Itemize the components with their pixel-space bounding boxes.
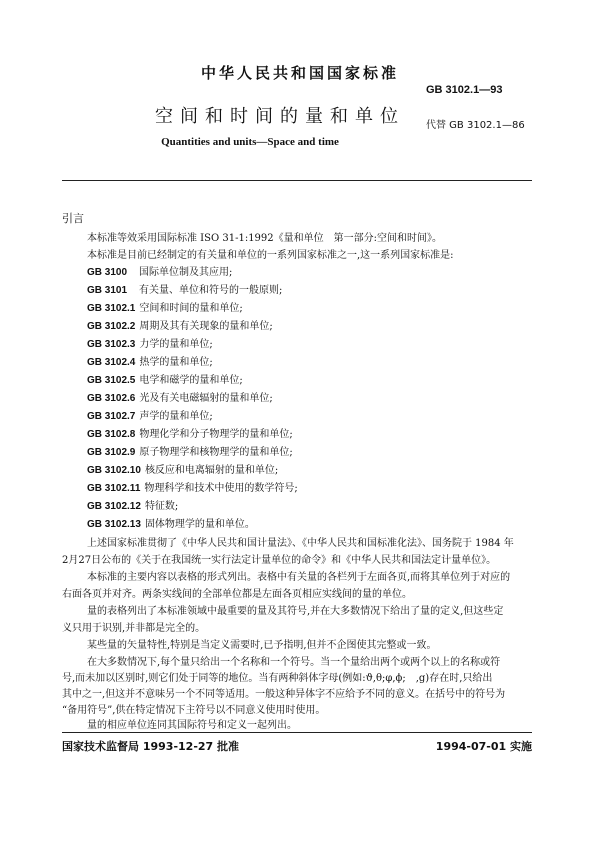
series-title: 有关量、单位和符号的一般原则; [139,285,283,296]
series-title: 物理化学和分子物理学的量和单位; [139,429,293,440]
series-title: 物理科学和技术中使用的数学符号; [144,483,298,494]
series-code: GB 3102.8 [87,429,136,440]
paragraph-line: 量的表格列出了本标准领域中最重要的量及其符号,并在大多数情况下给出了量的定义,但这些定 [87,606,504,617]
intro-heading: 引言 [62,212,84,225]
implementation-date: 1994-07-01 实施 [435,740,532,753]
series-code: GB 3102.7 [87,411,136,422]
paragraph-line: 右面各页并对齐。两条实线间的全部单位都是左面各页相应实线间的量的单位。 [62,589,412,600]
paragraph-line: 号,而未加以区别时,则它们处于同等的地位。当有两种斜体字母(例如:ϑ,θ;φ,ϕ; ,g)存在时,只给出 [62,673,493,684]
series-title: 热学的量和单位; [139,357,213,368]
series-item [62,265,532,280]
series-title: 声学的量和单位; [139,411,213,422]
english-title: Quantities and units—Space and time [161,136,339,148]
series-title: 原子物理学和核物理学的量和单位; [139,447,293,458]
series-title: 特征数; [144,501,179,512]
series-code: GB 3102.4 [87,357,136,368]
series-item [62,517,532,532]
replaces-note: 代替 GB 3102.1—86 [426,120,525,131]
series-item [62,391,532,406]
series-title: 空间和时间的量和单位; [139,303,243,314]
series-item [62,355,532,370]
series-code: GB 3101 [87,285,128,296]
series-code: GB 3102.6 [87,393,136,404]
series-code: GB 3102.10 [87,465,141,476]
paragraph-line: 量的相应单位连同其国际符号和定义一起列出。 [87,720,297,731]
series-code: GB 3102.1 [87,303,136,314]
series-item [62,427,532,442]
series-item [62,481,532,496]
standard-title: 中华人民共和国国家标准 [200,64,399,82]
series-code: GB 3102.3 [87,339,136,350]
series-title: 光及有关电磁辐射的量和单位; [139,393,273,404]
series-title: 电学和磁学的量和单位; [139,375,243,386]
series-title: 核反应和电离辐射的量和单位; [144,465,279,476]
series-code: GB 3102.12 [87,501,141,512]
paragraph-line: 在大多数情况下,每个量只给出一个名称和一个符号。当一个量给出两个或两个以上的名称或符 [87,657,501,668]
paragraph: 本标准等效采用国际标准 ISO 31-1:1992《量和单位 第一部分:空间和时间》。 [87,233,443,244]
paragraph-line: 某些量的矢量特性,特别是当定义需要时,已予指明,但并不企图使其完整或一致。 [87,640,437,651]
series-title: 固体物理学的量和单位。 [144,519,255,530]
series-item [62,463,532,478]
paragraph: 本标准是目前已经制定的有关量和单位的一系列国家标准之一,这一系列国家标准是: [87,250,454,261]
series-title: 力学的量和单位; [139,339,213,350]
series-item [62,409,532,424]
series-title: 国际单位制及其应用; [139,267,233,278]
paragraph-line: “备用符号”,供在特定情况下主符号以不同意义使用时使用。 [62,705,326,716]
paragraph-line: 2月27日公布的《关于在我国统一实行法定计量单位的命令》和《中华人民共和国法定计量单位》。 [62,555,497,566]
issued-date: 国家技术监督局 1993-12-27 批准 [62,740,240,753]
footer-rule [62,732,532,733]
series-item [62,319,532,334]
series-code: GB 3102.2 [87,321,136,332]
series-item [62,301,532,316]
series-item [62,373,532,388]
series-code: GB 3102.5 [87,375,136,386]
paragraph-line: 本标准的主要内容以表格的形式列出。表格中有关量的各栏列于左面各页,而将其单位列于对应的 [87,572,511,583]
series-code: GB 3102.9 [87,447,136,458]
header-rule [62,180,532,181]
series-code: GB 3100 [87,267,128,278]
series-item [62,283,532,298]
paragraph-line: 其中之一,但这并不意味另一个不同等适用。一般这种异体字不应给予不同的意义。在括号中的符号为 [62,689,506,700]
document-title: 空间和时间的量和单位 [155,106,405,127]
paragraph-line: 上述国家标准贯彻了《中华人民共和国计量法》、《中华人民共和国标准化法》、国务院于 1984 年 [87,538,514,549]
series-item [62,499,532,514]
paragraph-line: 义只用于识别,并非都是完全的。 [62,623,206,634]
series-title: 周期及其有关现象的量和单位; [139,321,273,332]
standard-code: GB 3102.1—93 [426,84,503,96]
series-code: GB 3102.13 [87,519,141,530]
series-code: GB 3102.11 [87,483,141,494]
series-item [62,445,532,460]
series-item [62,337,532,352]
